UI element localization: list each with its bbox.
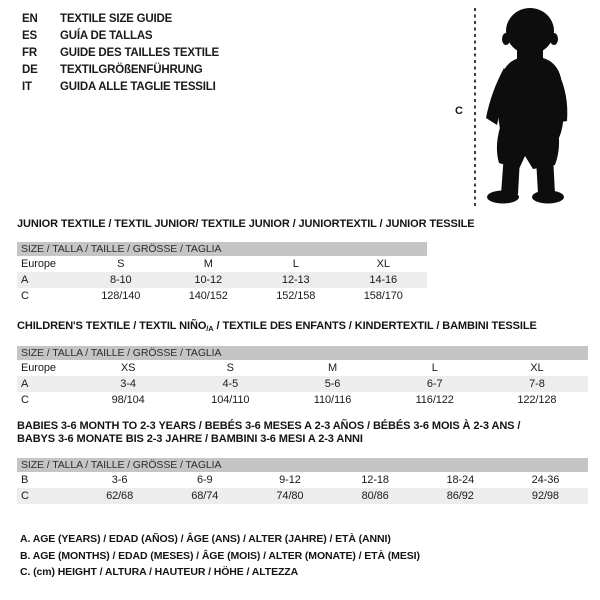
title-part: / TEXTILE DES ENFANTS / KINDERTEXTIL / BAMBINI TESSILE bbox=[213, 320, 537, 332]
language-row bbox=[22, 11, 219, 28]
table-row bbox=[17, 256, 427, 272]
size-header-bar: SIZE / TALLA / TAILLE / GRÖSSE / TAGLIA bbox=[17, 346, 588, 360]
table-cell: 9-12 bbox=[279, 474, 301, 486]
language-title: GUIDE DES TAILLES TEXTILE bbox=[60, 47, 219, 59]
table-cell: 80/86 bbox=[361, 490, 389, 502]
footnote-a: A. AGE (YEARS) / EDAD (AÑOS) / ÂGE (ANS) / ALTER (JAHRE) / ETÀ (ANNI) bbox=[20, 533, 391, 545]
row-label: Europe bbox=[21, 258, 56, 270]
language-title: TEXTILGRÖßENFÜHRUNG bbox=[60, 64, 203, 76]
language-row bbox=[22, 79, 219, 96]
table-cell: M bbox=[203, 258, 213, 270]
table-cell: 7-8 bbox=[529, 378, 545, 390]
children-size-table bbox=[17, 320, 588, 408]
language-code: IT bbox=[22, 81, 32, 93]
title-part: CHILDREN'S TEXTILE / TEXTIL NIÑO bbox=[17, 320, 207, 332]
table-cell: XS bbox=[120, 362, 136, 374]
table-title-line1: BABIES 3-6 MONTH TO 2-3 YEARS / BEBÉS 3-6 MESES A 2-3 AÑOS / BÉBÉS 3-6 MOIS À 2-3 ANS / bbox=[17, 420, 521, 432]
table-title bbox=[17, 320, 588, 335]
table-cell: 14-16 bbox=[369, 274, 398, 286]
size-header-bar: SIZE / TALLA / TAILLE / GRÖSSE / TAGLIA bbox=[17, 458, 588, 472]
table-cell: 68/74 bbox=[191, 490, 219, 502]
table-cell: 152/158 bbox=[276, 290, 316, 302]
dashed-height-line-icon bbox=[474, 8, 476, 208]
table-cell: 110/116 bbox=[313, 394, 352, 406]
table-cell: 24-36 bbox=[531, 474, 560, 486]
table-title-line2: BABYS 3-6 MONATE BIS 2-3 JAHRE / BAMBINI 3-6 MESI A 2-3 ANNI bbox=[17, 433, 363, 445]
table-cell: 92/98 bbox=[531, 490, 559, 502]
table-cell: S bbox=[117, 258, 125, 270]
table-cell: 98/104 bbox=[111, 394, 145, 406]
table-row bbox=[17, 472, 588, 488]
babies-size-table bbox=[17, 420, 588, 504]
table-cell: 140/152 bbox=[188, 290, 228, 302]
table-cell: 18-24 bbox=[446, 474, 475, 486]
table-cell: XL bbox=[530, 362, 544, 374]
table-cell: 74/80 bbox=[276, 490, 304, 502]
row-label: C bbox=[21, 394, 29, 406]
table-cell: M bbox=[327, 362, 338, 374]
row-label: A bbox=[21, 274, 29, 286]
size-header-bar: SIZE / TALLA / TAILLE / GRÖSSE / TAGLIA bbox=[17, 242, 427, 256]
row-label: A bbox=[21, 378, 29, 390]
height-measure-label: C bbox=[455, 105, 463, 117]
table-cell: 3-4 bbox=[120, 378, 136, 390]
language-title: TEXTILE SIZE GUIDE bbox=[60, 13, 173, 25]
junior-size-table bbox=[17, 218, 475, 304]
row-label: B bbox=[21, 474, 29, 486]
table-cell: 86/92 bbox=[446, 490, 474, 502]
table-row bbox=[17, 288, 427, 304]
table-cell: S bbox=[226, 362, 234, 374]
table-cell: 6-9 bbox=[196, 474, 213, 486]
table-cell: 4-5 bbox=[222, 378, 239, 390]
table-cell: L bbox=[292, 258, 299, 270]
table-row bbox=[17, 392, 588, 408]
footnote-b: B. AGE (MONTHS) / EDAD (MESES) / ÂGE (MOIS) / ALTER (MONATE) / ETÀ (MESI) bbox=[20, 549, 420, 562]
table-cell: 12-18 bbox=[361, 474, 389, 486]
table-cell: 116/122 bbox=[415, 394, 454, 406]
language-title: GUIDA ALLE TAGLIE TESSILI bbox=[60, 81, 216, 93]
table-title: JUNIOR TEXTILE / TEXTIL JUNIOR/ TEXTILE JUNIOR / JUNIORTEXTIL / JUNIOR TESSILE bbox=[17, 218, 475, 230]
language-row bbox=[22, 28, 219, 45]
table-row bbox=[17, 272, 427, 288]
language-code: FR bbox=[22, 47, 37, 59]
row-label: C bbox=[21, 490, 29, 502]
table-cell: 158/170 bbox=[363, 290, 403, 302]
table-cell: 6-7 bbox=[426, 378, 443, 390]
table-cell: 5-6 bbox=[324, 378, 341, 390]
table-row bbox=[17, 488, 588, 504]
table-cell: 62/68 bbox=[106, 490, 134, 502]
title-subscript: /A bbox=[206, 324, 214, 333]
table-cell: 128/140 bbox=[101, 290, 141, 302]
language-code: EN bbox=[22, 13, 38, 25]
footnote-c: C. (cm) HEIGHT / ALTURA / HAUTEUR / HÖHE / ALTEZZA bbox=[20, 566, 299, 578]
language-code: ES bbox=[22, 30, 37, 42]
table-cell: XL bbox=[376, 258, 390, 270]
row-label: C bbox=[21, 290, 29, 302]
baby-silhouette-icon bbox=[481, 6, 571, 206]
table-row bbox=[17, 360, 588, 376]
language-title-list bbox=[22, 11, 219, 96]
table-cell: 3-6 bbox=[111, 474, 128, 486]
language-row bbox=[22, 62, 219, 79]
table-cell: 122/128 bbox=[517, 394, 557, 406]
table-cell: 12-13 bbox=[281, 274, 310, 286]
table-cell: 8-10 bbox=[109, 274, 132, 286]
language-title: GUÍA DE TALLAS bbox=[60, 30, 153, 42]
footnote-legend bbox=[20, 531, 420, 581]
row-label: Europe bbox=[21, 362, 56, 374]
table-cell: L bbox=[431, 362, 438, 374]
table-cell: 104/110 bbox=[211, 394, 250, 406]
table-cell: 10-12 bbox=[194, 274, 223, 286]
language-code: DE bbox=[22, 64, 38, 76]
language-row bbox=[22, 45, 219, 62]
table-row bbox=[17, 376, 588, 392]
